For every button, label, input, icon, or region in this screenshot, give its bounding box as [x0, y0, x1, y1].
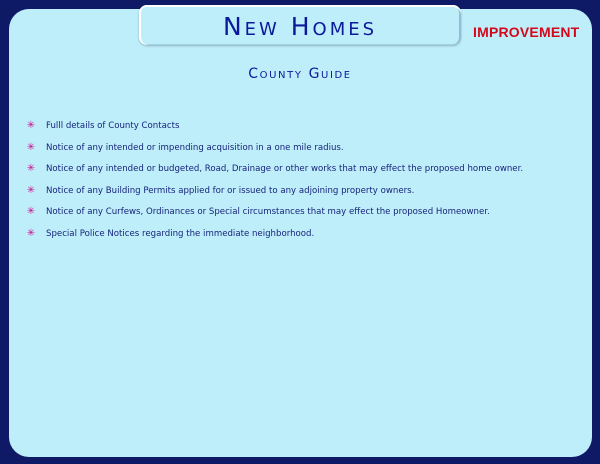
list-item-text: Special Police Notices regarding the immediate neighborhood.: [46, 228, 315, 239]
list-item-text: Notice of any intended or impending acquisition in a one mile radius.: [46, 142, 344, 153]
list-item-text: Notice of any Curfews, Ordinances or Special circumstances that may effect the proposed Homeowner.: [46, 207, 490, 218]
list-item-text: Notice of any intended or budgeted, Road, Drainage or other works that may effect the proposed home owner.: [46, 164, 524, 175]
asterisk-icon: ✳: [26, 206, 36, 218]
asterisk-icon: ✳: [26, 163, 36, 175]
list-item: [26, 226, 586, 248]
asterisk-icon: ✳: [26, 120, 36, 131]
title-tab: [139, 5, 461, 45]
list-item-text: Fulll details of County Contacts: [46, 121, 180, 131]
section-tag: IMPROVEMENT: [473, 24, 580, 40]
page-subtitle: County Guide: [248, 66, 352, 82]
asterisk-icon: ✳: [26, 141, 36, 153]
asterisk-icon: ✳: [26, 227, 36, 239]
feature-list: [26, 118, 586, 248]
asterisk-icon: ✳: [26, 184, 36, 196]
list-item: [26, 161, 586, 183]
list-item-text: Notice of any Building Permits applied for or issued to any adjoining property owners.: [46, 185, 415, 196]
list-item: [26, 183, 586, 205]
list-item: [26, 204, 586, 226]
list-item: [26, 118, 586, 140]
list-item: [26, 140, 586, 162]
page-title: New Homes: [222, 12, 378, 41]
